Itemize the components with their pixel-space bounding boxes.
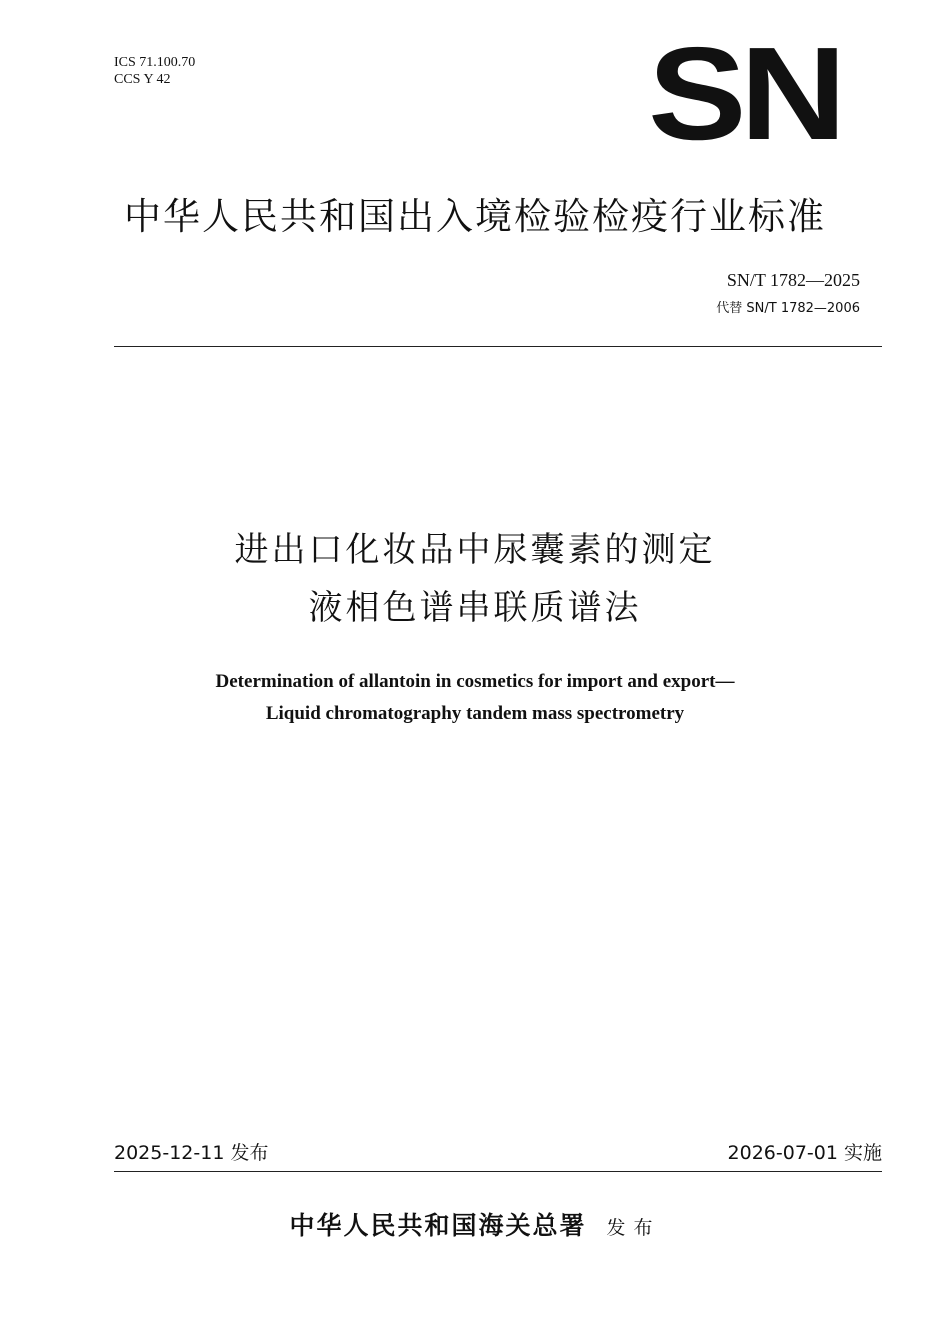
document-title-en-line1: Determination of allantoin in cosmetics for import and export— xyxy=(215,671,735,692)
document-title-zh-line2: 液相色谱串联质谱法 xyxy=(308,588,642,628)
publisher-organization: 中华人民共和国海关总署 xyxy=(289,1211,587,1240)
bottom-divider xyxy=(114,1171,882,1172)
publisher-action: 发布 xyxy=(606,1217,661,1239)
document-title-zh-line1: 进出口化妆品中尿囊素的测定 xyxy=(234,530,716,570)
standard-category-title: 中华人民共和国出入境检验检疫行业标准 xyxy=(124,195,826,238)
ics-code: ICS 71.100.70 xyxy=(114,55,196,70)
ccs-code: CCS Y 42 xyxy=(114,72,171,87)
issue-date: 2025-12-11 发布 xyxy=(114,1142,269,1164)
publisher xyxy=(0,1208,950,1246)
document-title-en-line2: Liquid chromatography tandem mass spectrometry xyxy=(265,703,685,724)
replaces-standard: 代替 SN/T 1782—2006 xyxy=(716,301,860,316)
implementation-date: 2026-07-01 实施 xyxy=(727,1142,882,1164)
classification-codes xyxy=(114,54,195,88)
standard-number: SN/T 1782—2025 xyxy=(726,270,860,290)
top-divider xyxy=(114,346,882,347)
sn-logo: SN xyxy=(648,20,840,167)
